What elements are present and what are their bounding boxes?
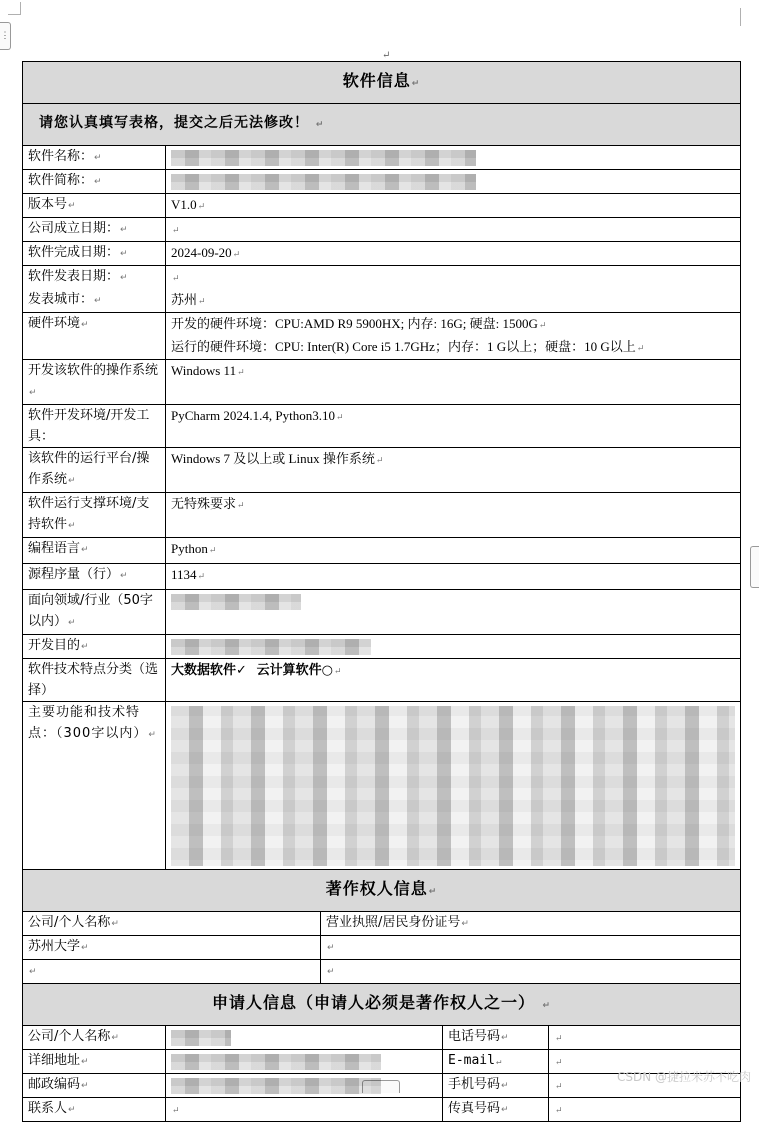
owner-id-header: 营业执照/居民身份证号↵	[321, 912, 741, 936]
software-name-label: 软件名称：↵	[23, 146, 166, 170]
software-abbr-label: 软件简称：↵	[23, 170, 166, 194]
owner-section-title: 著作权人信息↵	[23, 870, 741, 912]
contact-label: 联系人↵	[23, 1098, 166, 1122]
founded-date-label: 公司成立日期：↵	[23, 218, 166, 242]
mobile-label: 手机号码↵	[443, 1074, 549, 1098]
os-label: 开发该软件的操作系统↵	[23, 360, 166, 405]
contact-field[interactable]: ↵	[166, 1098, 443, 1122]
mobile-field[interactable]: ↵	[549, 1074, 741, 1098]
redacted-applicant-name	[171, 1030, 231, 1046]
tech-option-bigdata[interactable]: 大数据软件✓	[171, 663, 247, 678]
paragraph-mark: ↵	[382, 50, 391, 61]
features-label: 主要功能和技术特点：（300字以内）↵	[23, 702, 166, 870]
completed-date-label: 软件完成日期：↵	[23, 242, 166, 266]
address-field[interactable]	[166, 1050, 443, 1074]
domain-label: 面向领域/行业（50字以内）↵	[23, 590, 166, 635]
redacted-postcode	[171, 1078, 381, 1094]
redacted-purpose	[171, 639, 371, 655]
owner-id-cell[interactable]: ↵	[321, 936, 741, 960]
redacted-address	[171, 1054, 381, 1070]
published-date-field[interactable]: ↵ 苏州↵	[166, 266, 741, 313]
email-label: E-mail↵	[443, 1050, 549, 1074]
owner-name-cell[interactable]: 苏州大学↵	[23, 936, 321, 960]
page-corner-top-right	[740, 8, 753, 26]
fax-field[interactable]: ↵	[549, 1098, 741, 1122]
redacted-features	[171, 706, 735, 866]
tech-class-field[interactable]: 大数据软件✓ 云计算软件○↵	[166, 659, 741, 702]
notice-text: 请您认真填写表格，提交之后无法修改！ ↵	[23, 104, 741, 146]
hardware-label: 硬件环境↵	[23, 313, 166, 360]
postcode-label: 邮政编码↵	[23, 1074, 166, 1098]
phone-field[interactable]: ↵	[549, 1026, 741, 1050]
platform-field[interactable]: Windows 7 及以上或 Linux 操作系统↵	[166, 448, 741, 493]
address-label: 详细地址↵	[23, 1050, 166, 1074]
owner-name-header: 公司/个人名称↵	[23, 912, 321, 936]
page-corner-top-left	[8, 2, 21, 15]
tech-option-cloud[interactable]: 云计算软件○	[256, 663, 333, 678]
redacted-name	[171, 150, 476, 166]
loc-field[interactable]: 1134↵	[166, 564, 741, 590]
owner-id-cell-empty[interactable]: ↵	[321, 960, 741, 984]
support-env-field[interactable]: 无特殊要求↵	[166, 493, 741, 538]
watermark: CSDN @捷拉米苏不吃肉	[616, 1070, 751, 1084]
purpose-field[interactable]	[166, 635, 741, 659]
tech-class-label: 软件技术特点分类（选择）	[23, 659, 166, 702]
platform-label: 该软件的运行平台/操作系统↵	[23, 448, 166, 493]
completed-date-field[interactable]: 2024-09-20↵	[166, 242, 741, 266]
features-field[interactable]	[166, 702, 741, 870]
language-field[interactable]: Python↵	[166, 538, 741, 564]
version-field[interactable]: V1.0↵	[166, 194, 741, 218]
hardware-field[interactable]: 开发的硬件环境：CPU:AMD R9 5900HX; 内存: 16G; 硬盘: 1500G↵ 运行的硬件环境：CPU: Inter(R) Core i5 1.7GHz；内存：1 G以上；硬盘：10 G以上↵	[166, 313, 741, 360]
owner-name-cell-empty[interactable]: ↵	[23, 960, 321, 984]
loc-label: 源程序量（行）↵	[23, 564, 166, 590]
published-date-label: 软件发表日期：↵ 发表城市：↵	[23, 266, 166, 313]
os-field[interactable]: Windows 11↵	[166, 360, 741, 405]
phone-label: 电话号码↵	[443, 1026, 549, 1050]
dev-env-label: 软件开发环境/开发工具：	[23, 405, 166, 448]
applicant-name-field[interactable]	[166, 1026, 443, 1050]
founded-date-field[interactable]: ↵	[166, 218, 741, 242]
software-abbr-field[interactable]	[166, 170, 741, 194]
purpose-label: 开发目的↵	[23, 635, 166, 659]
domain-field[interactable]	[166, 590, 741, 635]
redacted-domain	[171, 594, 301, 610]
city-label: 发表城市：	[28, 292, 94, 307]
right-ruler-tab[interactable]	[750, 546, 759, 588]
city-value[interactable]: 苏州	[171, 292, 198, 307]
fax-label: 传真号码↵	[443, 1098, 549, 1122]
redacted-abbr	[171, 174, 476, 190]
dev-env-field[interactable]: PyCharm 2024.1.4, Python3.10↵	[166, 405, 741, 448]
language-label: 编程语言↵	[23, 538, 166, 564]
software-section-title: 软件信息↵	[23, 62, 741, 104]
postcode-field[interactable]	[166, 1074, 443, 1098]
version-label: 版本号↵	[23, 194, 166, 218]
support-env-label: 软件运行支撑环境/支持软件↵	[23, 493, 166, 538]
applicant-section-title: 申请人信息（申请人必须是著作权人之一） ↵	[23, 984, 741, 1026]
email-field[interactable]: ↵	[549, 1050, 741, 1074]
software-name-field[interactable]	[166, 146, 741, 170]
applicant-name-label: 公司/个人名称↵	[23, 1026, 166, 1050]
left-ruler-tab[interactable]: ⋮	[0, 22, 11, 50]
software-form-table	[22, 61, 741, 1122]
